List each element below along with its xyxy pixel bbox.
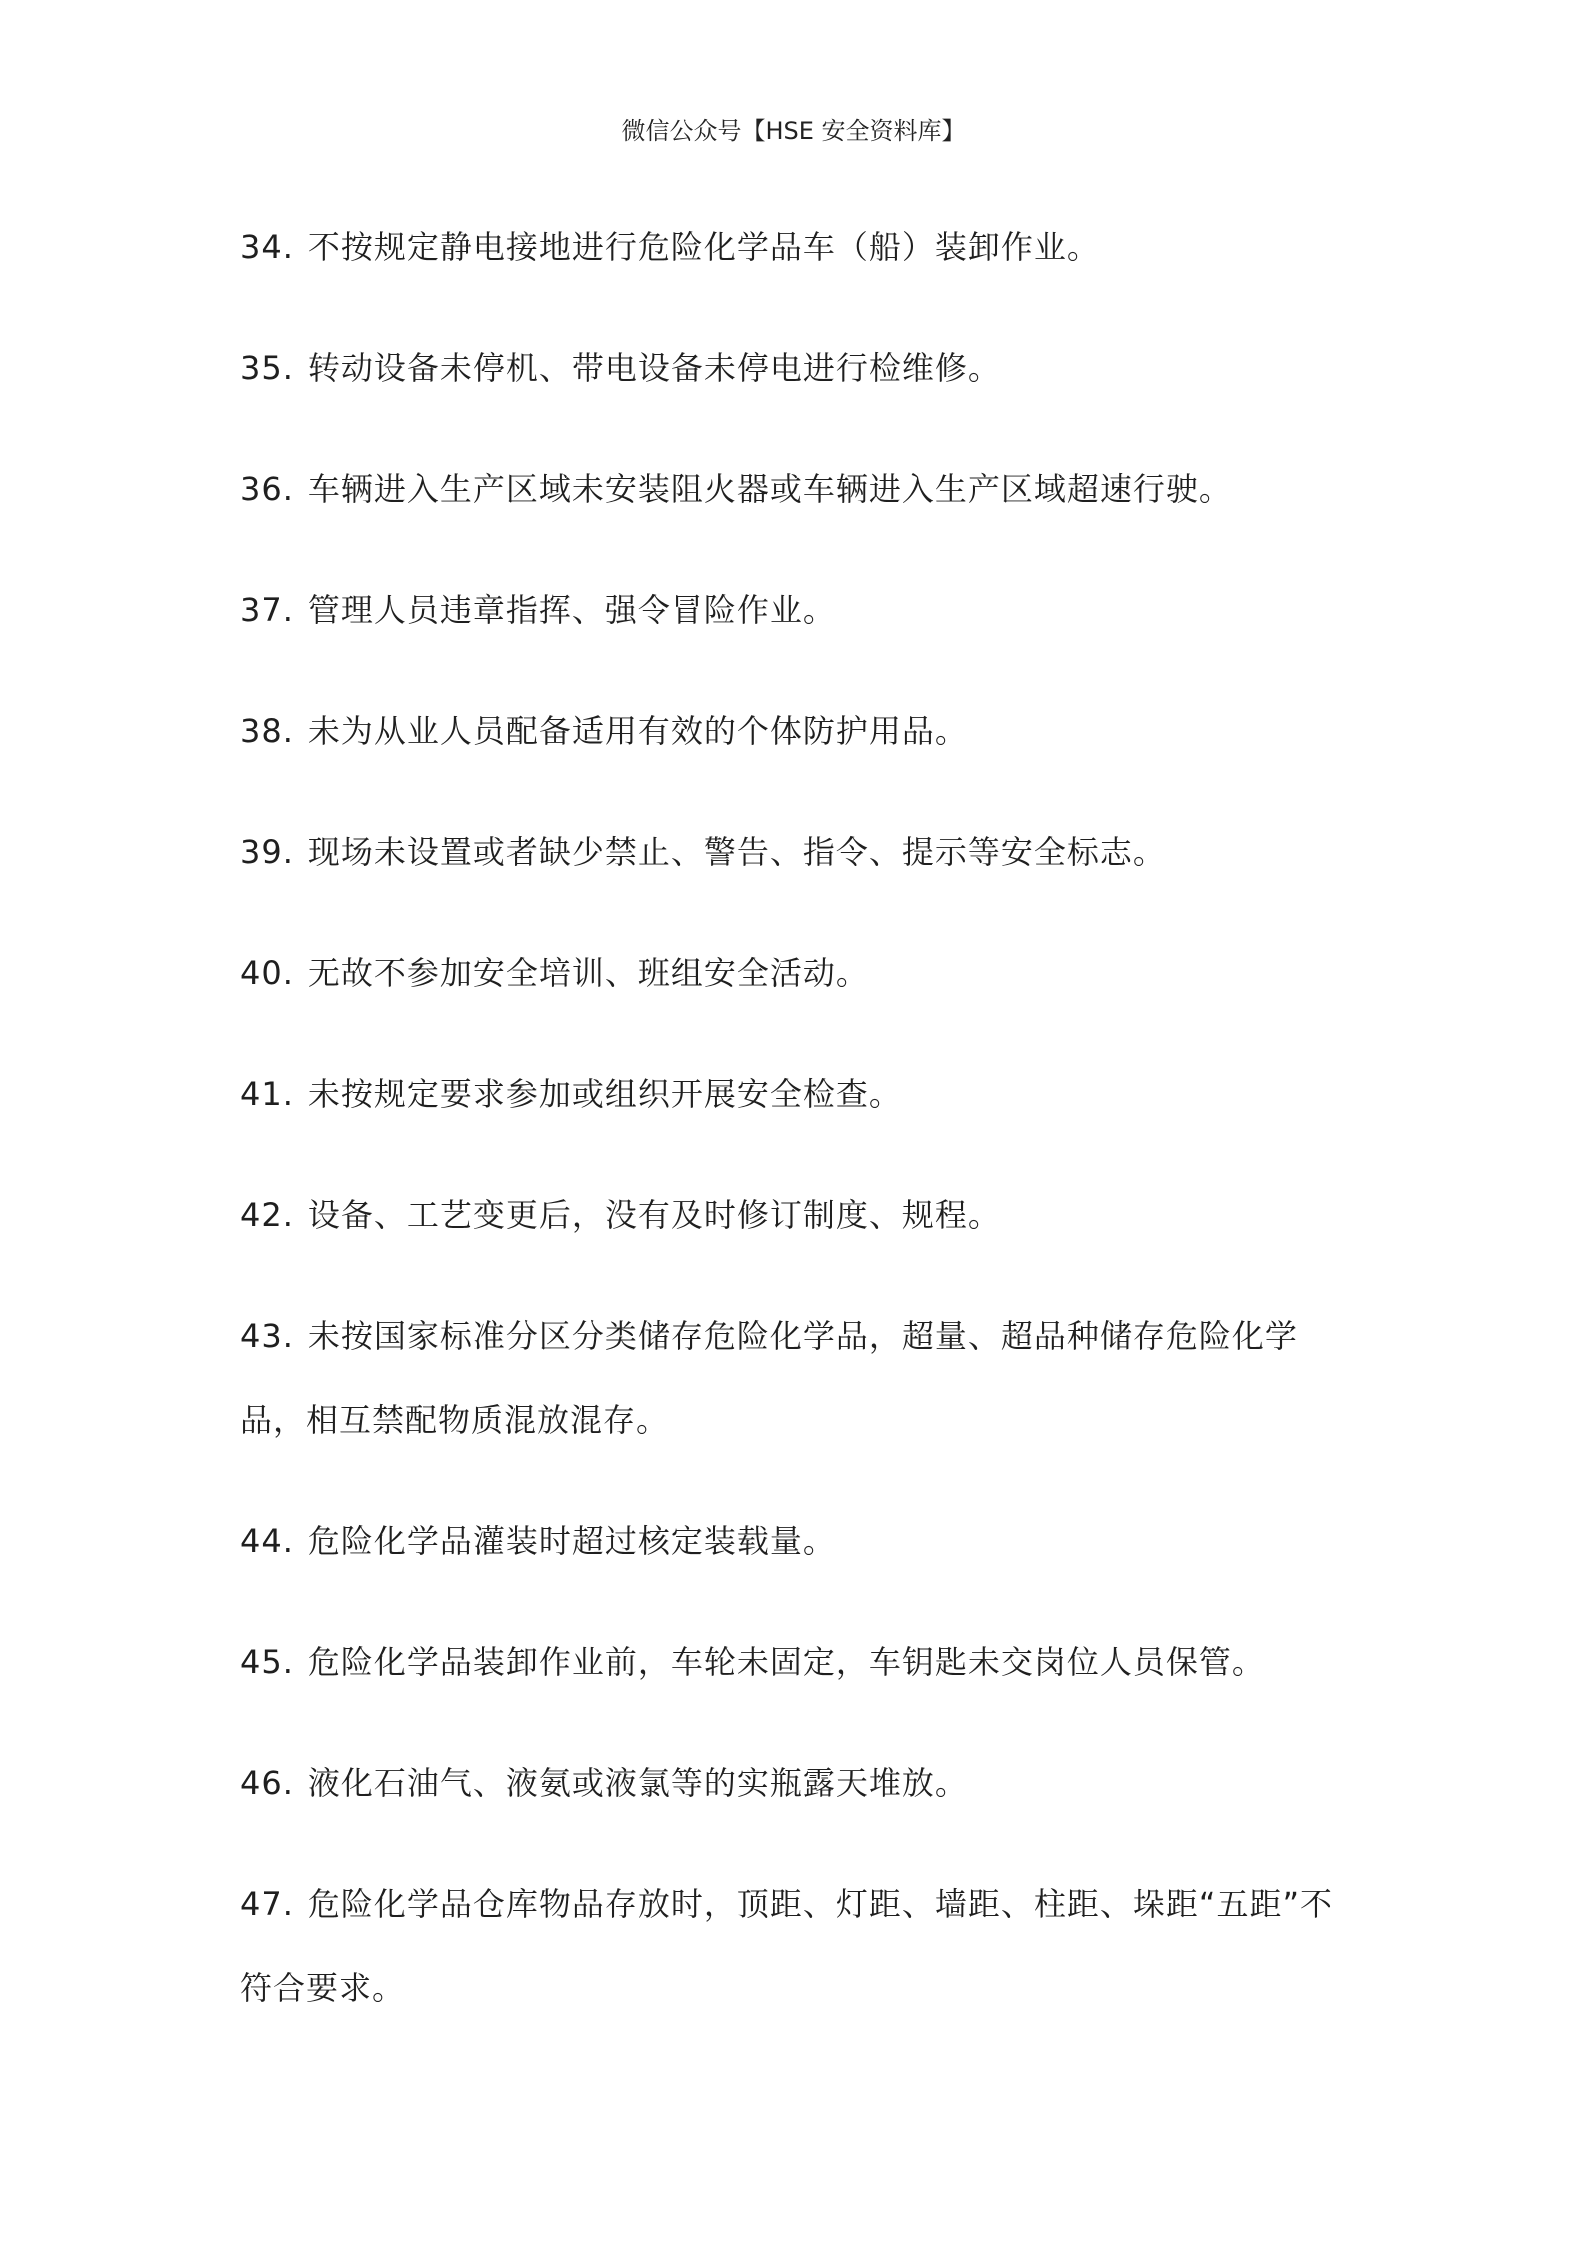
list-item bbox=[240, 447, 1360, 531]
item-number: 41. bbox=[240, 1075, 294, 1113]
item-text: 车辆进入生产区域未安装阻火器或车辆进入生产区域超速行驶。 bbox=[307, 470, 1232, 508]
list-item bbox=[240, 1294, 1360, 1462]
item-number: 42. bbox=[240, 1196, 294, 1234]
item-text: 未为从业人员配备适用有效的个体防护用品。 bbox=[307, 712, 968, 750]
list-item bbox=[240, 1741, 1360, 1825]
item-number: 45. bbox=[240, 1643, 294, 1681]
item-number: 35. bbox=[240, 349, 294, 387]
list-item bbox=[240, 326, 1360, 410]
list-item bbox=[240, 1173, 1360, 1257]
item-number: 36. bbox=[240, 470, 294, 508]
item-text: 危险化学品装卸作业前，车轮未固定，车钥匙未交岗位人员保管。 bbox=[307, 1643, 1265, 1681]
item-text: 转动设备未停机、带电设备未停电进行检维修。 bbox=[307, 349, 1001, 387]
page-header: 微信公众号【HSE 安全资料库】 bbox=[621, 117, 966, 145]
item-text: 液化石油气、液氨或液氯等的实瓶露天堆放。 bbox=[307, 1764, 968, 1802]
item-number: 40. bbox=[240, 954, 294, 992]
item-number: 43. bbox=[240, 1317, 294, 1355]
rule-list bbox=[240, 205, 1360, 2067]
list-item bbox=[240, 568, 1360, 652]
item-text: 现场未设置或者缺少禁止、警告、指令、提示等安全标志。 bbox=[307, 833, 1166, 871]
list-item bbox=[240, 1862, 1360, 2030]
list-item bbox=[240, 205, 1360, 289]
item-text: 危险化学品仓库物品存放时，顶距、灯距、墙距、柱距、垛距“五距”不符合要求。 bbox=[240, 1885, 1334, 2007]
item-text: 无故不参加安全培训、班组安全活动。 bbox=[307, 954, 869, 992]
item-text: 不按规定静电接地进行危险化学品车（船）装卸作业。 bbox=[307, 228, 1100, 266]
item-text: 设备、工艺变更后，没有及时修订制度、规程。 bbox=[307, 1196, 1001, 1234]
item-number: 47. bbox=[240, 1885, 294, 1923]
item-number: 39. bbox=[240, 833, 294, 871]
item-text: 危险化学品灌装时超过核定装载量。 bbox=[307, 1522, 836, 1560]
item-text: 未按国家标准分区分类储存危险化学品，超量、超品种储存危险化学品，相互禁配物质混放混存。 bbox=[240, 1317, 1298, 1439]
item-number: 46. bbox=[240, 1764, 294, 1802]
list-item bbox=[240, 810, 1360, 894]
list-item bbox=[240, 1052, 1360, 1136]
item-number: 34. bbox=[240, 228, 294, 266]
item-number: 38. bbox=[240, 712, 294, 750]
list-item bbox=[240, 689, 1360, 773]
list-item bbox=[240, 1499, 1360, 1583]
item-text: 管理人员违章指挥、强令冒险作业。 bbox=[307, 591, 836, 629]
item-text: 未按规定要求参加或组织开展安全检查。 bbox=[307, 1075, 902, 1113]
item-number: 44. bbox=[240, 1522, 294, 1560]
list-item bbox=[240, 931, 1360, 1015]
item-number: 37. bbox=[240, 591, 294, 629]
list-item bbox=[240, 1620, 1360, 1704]
